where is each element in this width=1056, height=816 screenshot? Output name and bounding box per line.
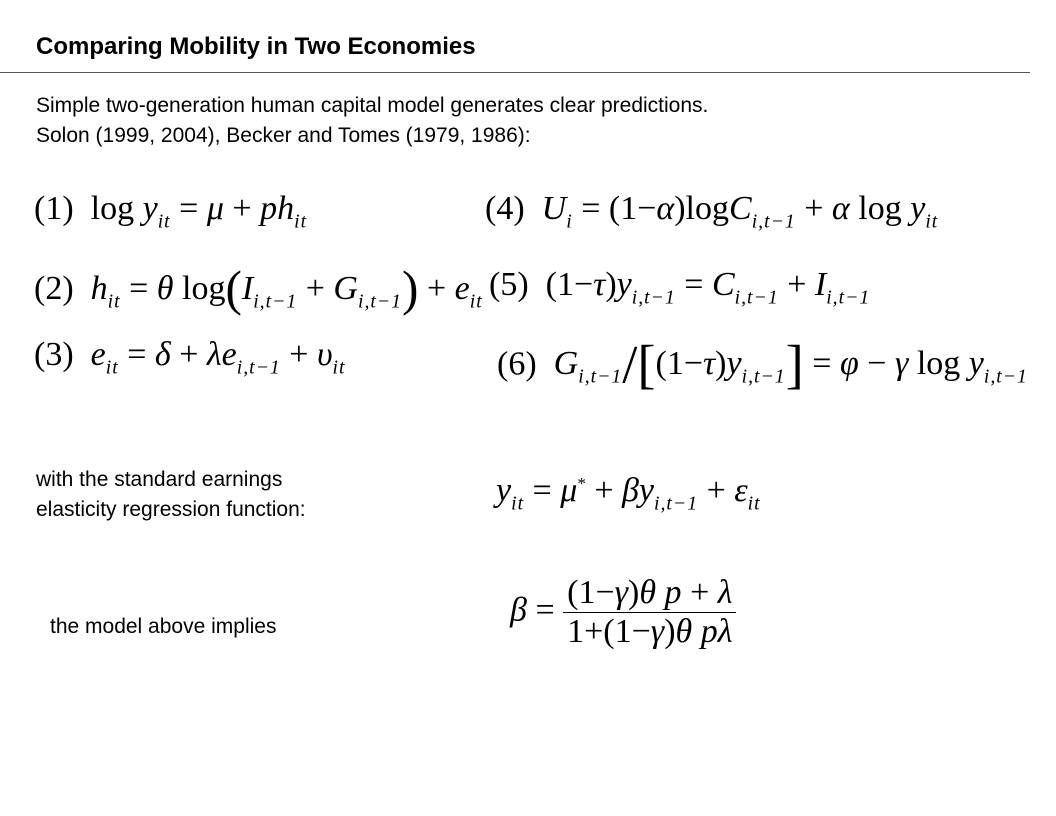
equation-6-body: $G_{i,t-1}/[(1-\tau)y_{i,t-1}] = \varphi - \gamma$ $\log y_{i,t-1}$: [553, 335, 1028, 395]
equation-6-number: (6): [497, 345, 537, 383]
equation-3-body: $e_{it} = \delta + \lambda e_{i,t-1} + \upsilon_{it}$: [90, 336, 346, 379]
equation-4: [485, 192, 938, 232]
intro-text: [36, 91, 708, 151]
regression-label-line-2: elasticity regression function:: [36, 498, 306, 521]
equation-2: [34, 261, 483, 316]
equation-6: [497, 335, 1028, 395]
equation-4-body: $U_i = (1-\alpha)\log C_{i,t-1} + \alpha$ $\log y_{it}$: [541, 190, 939, 233]
beta-numerator: (1−γ)θ p + λ: [567, 574, 733, 611]
equation-5-number: (5): [489, 266, 529, 303]
regression-equation: $y_{it} = \mu^* + \beta y_{i,t-1} + \varepsilon_{it}$: [496, 472, 761, 515]
intro-line-2: Solon (1999, 2004), Becker and Tomes (1979, 1986):: [36, 124, 531, 147]
regression-label: [36, 465, 306, 525]
equation-2-body: $h_{it} = \theta$ $\log(I_{i,t-1} + G_{i,t-1}) + e_{it}$: [90, 261, 483, 316]
equation-1-number: (1): [34, 190, 74, 227]
equation-1-body: $\log y_{it} = \mu + ph_{it}$: [90, 190, 308, 233]
beta-equation: β = $\frac{\text{(1−γ)θ p + λ}}{\text{1+(1−γ)θ pλ}}$: [510, 576, 736, 649]
equation-5-body: $(1-\tau)y_{i,t-1} = C_{i,t-1} + I_{i,t-1}$: [545, 266, 871, 309]
equation-2-number: (2): [34, 270, 74, 308]
regression-label-line-1: with the standard earnings: [36, 468, 283, 491]
equation-5: [489, 268, 870, 308]
equation-3-number: (3): [34, 336, 74, 373]
intro-line-1: Simple two-generation human capital model generates clear predictions.: [36, 94, 709, 117]
title-divider: [0, 72, 1030, 73]
equation-4-number: (4): [485, 190, 525, 227]
implication-label: the model above implies: [50, 615, 277, 638]
slide-title: Comparing Mobility in Two Economies: [36, 33, 476, 60]
equation-1: [34, 192, 307, 232]
equation-3: [34, 338, 346, 378]
beta-fraction: [563, 576, 736, 649]
beta-denominator: 1+(1−γ)θ pλ: [563, 612, 736, 649]
